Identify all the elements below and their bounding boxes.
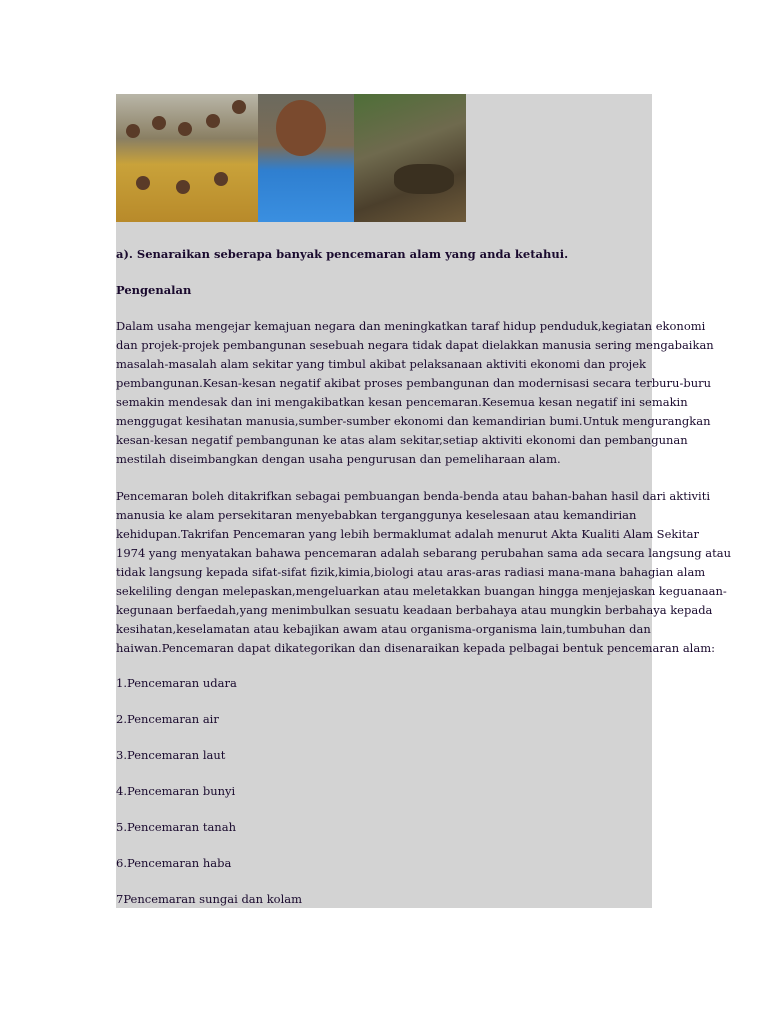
list-item: 5.Pencemaran tanah <box>116 820 236 834</box>
paragraph-line: kegunaan berfaedah,yang menimbulkan sesuatu keadaan berbahaya atau mungkin berbahaya kepada <box>116 603 713 617</box>
list-item: 3.Pencemaran laut <box>116 748 226 762</box>
paragraph-line: haiwan.Pencemaran dapat dikategorikan dan disenaraikan kepada pelbagai bentuk pencemaran alam: <box>116 641 715 655</box>
pond-photo <box>354 94 466 222</box>
list-item: 2.Pencemaran air <box>116 712 219 726</box>
section-heading: Pengenalan <box>116 283 192 297</box>
paragraph-line: 1974 yang menyatakan bahawa pencemaran adalah sebarang perubahan sama ada secara langsung atau <box>116 546 732 560</box>
list-item: 4.Pencemaran bunyi <box>116 784 236 798</box>
paragraph-line: pembangunan.Kesan-kesan negatif akibat proses pembangunan dan modernisasi secara terburu-buru <box>116 376 712 390</box>
list-item: 1.Pencemaran udara <box>116 676 237 690</box>
paragraph-line: menggugat kesihatan manusia,sumber-sumber ekonomi dan kemandirian bumi.Untuk mengurangkan <box>116 414 711 428</box>
paragraph-line: masalah-masalah alam sekitar yang timbul akibat pelaksanaan aktiviti ekonomi dan projek <box>116 357 647 371</box>
paragraph-line: kesan-kesan negatif pembangunan ke atas alam sekitar,setiap aktiviti ekonomi dan pembangunan <box>116 433 688 447</box>
boy-portrait-photo <box>258 94 354 222</box>
paragraph-line: semakin mendesak dan ini mengakibatkan kesan pencemaran.Kesemua kesan negatif ini semakin <box>116 395 688 409</box>
paragraph-line: kehidupan.Takrifan Pencemaran yang lebih bermaklumat adalah menurut Akta Kualiti Alam Sekitar <box>116 527 699 541</box>
header-photo-collage <box>116 94 466 222</box>
group-photo-students <box>116 94 258 222</box>
paragraph-line: manusia ke alam persekitaran menyebabkan terganggunya keselesaan atau kemandirian <box>116 508 637 522</box>
paragraph-line: Pencemaran boleh ditakrifkan sebagai pembuangan benda-benda atau bahan-bahan hasil dari aktiviti <box>116 489 711 503</box>
paragraph-line: kesihatan,keselamatan atau kebajikan awam atau organisma-organisma lain,tumbuhan dan <box>116 622 651 636</box>
list-item: 6.Pencemaran haba <box>116 856 232 870</box>
paragraph-line: tidak langsung kepada sifat-sifat fizik,kimia,biologi atau aras-aras radiasi mana-mana bahagian alam <box>116 565 706 579</box>
paragraph-line: Dalam usaha mengejar kemajuan negara dan meningkatkan taraf hidup penduduk,kegiatan ekonomi <box>116 319 706 333</box>
paragraph-line: sekeliling dengan melepaskan,mengeluarkan atau meletakkan buangan hingga menjejaskan keguanaan- <box>116 584 727 598</box>
paragraph-line: mestilah diseimbangkan dengan usaha pengurusan dan pemeliharaan alam. <box>116 452 561 466</box>
list-item: 7Pencemaran sungai dan kolam <box>116 892 303 906</box>
paragraph-line: dan projek-projek pembangunan sesebuah negara tidak dapat dielakkan manusia sering mengabaikan <box>116 338 714 352</box>
question-heading: a). Senaraikan seberapa banyak pencemaran alam yang anda ketahui. <box>116 247 569 261</box>
